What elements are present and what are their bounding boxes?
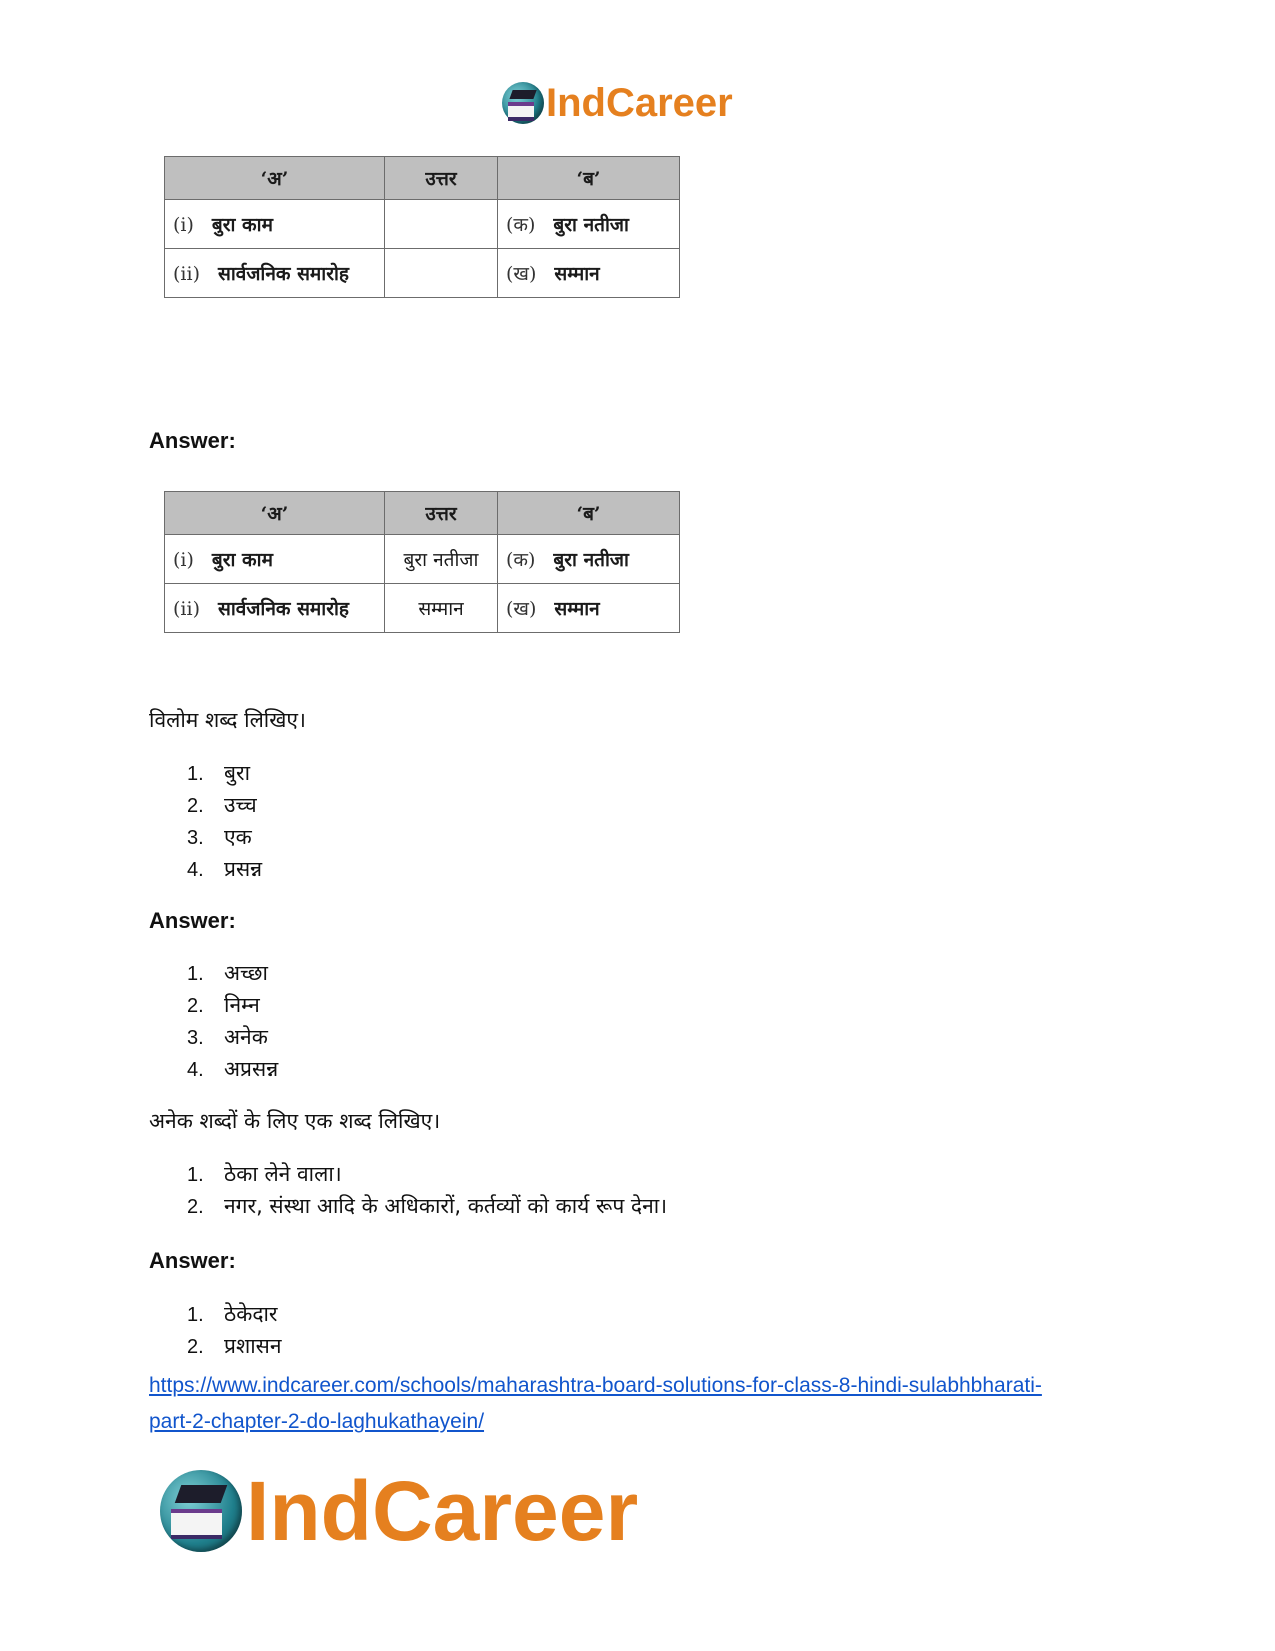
option-number: (ख) — [506, 598, 537, 620]
cell-a: बुरा काम — [211, 549, 273, 571]
cell-answer: बुरा नतीजा — [385, 535, 498, 584]
row-number: (ii) — [173, 263, 200, 285]
list-item: 3. एक — [187, 825, 252, 849]
one-word-answer-list — [187, 1299, 282, 1363]
logo-text: IndCareer — [246, 1463, 639, 1558]
cell-b: सम्मान — [554, 263, 600, 285]
column-header-a: ‘अ’ — [165, 492, 385, 535]
table-row — [165, 249, 680, 298]
list-item: 2. उच्च — [187, 793, 257, 817]
cell-b: बुरा नतीजा — [553, 549, 629, 571]
indcareer-logo-bottom — [160, 1463, 639, 1558]
row-number: (i) — [173, 549, 194, 571]
column-header-answer: उत्तर — [385, 492, 498, 535]
source-link-line-2[interactable]: part-2-chapter-2-do-laghukathayein/ — [149, 1410, 485, 1433]
cell-a: सार्वजनिक समारोह — [217, 263, 349, 285]
cell-answer — [385, 200, 498, 249]
matching-table-question — [164, 156, 680, 298]
column-header-b: ‘ब’ — [498, 157, 680, 200]
answer-label: Answer: — [149, 428, 236, 453]
option-number: (क) — [506, 214, 536, 236]
list-item: 2. नगर, संस्था आदि के अधिकारों, कर्तव्यों को कार्य रूप देना। — [187, 1194, 668, 1218]
list-item: 1. ठेका लेने वाला। — [187, 1162, 342, 1186]
list-item: 2. प्रशासन — [187, 1334, 282, 1358]
source-link[interactable] — [149, 1368, 1139, 1440]
answer-label: Answer: — [149, 1248, 236, 1273]
logo-text: IndCareer — [546, 80, 733, 125]
cell-a: सार्वजनिक समारोह — [217, 598, 349, 620]
cell-b: बुरा नतीजा — [553, 214, 629, 236]
graduation-book-icon — [160, 1470, 242, 1552]
question-one-word: अनेक शब्दों के लिए एक शब्द लिखिए। — [149, 1109, 441, 1133]
column-header-a: ‘अ’ — [165, 157, 385, 200]
row-number: (ii) — [173, 598, 200, 620]
table-row — [165, 535, 680, 584]
option-number: (क) — [506, 549, 536, 571]
column-header-b: ‘ब’ — [498, 492, 680, 535]
list-item: 4. अप्रसन्न — [187, 1057, 279, 1081]
column-header-answer: उत्तर — [385, 157, 498, 200]
list-item: 2. निम्न — [187, 993, 260, 1017]
answer-label: Answer: — [149, 908, 236, 933]
antonym-question-list — [187, 758, 262, 886]
cell-b: सम्मान — [554, 598, 600, 620]
indcareer-logo-top — [502, 80, 733, 126]
cell-a: बुरा काम — [211, 214, 273, 236]
list-item: 3. अनेक — [187, 1025, 268, 1049]
antonym-answer-list — [187, 958, 278, 1086]
graduation-book-icon — [502, 82, 544, 124]
row-number: (i) — [173, 214, 194, 236]
matching-table-answer — [164, 491, 680, 633]
list-item: 4. प्रसन्न — [187, 857, 263, 881]
source-link-line-1[interactable]: https://www.indcareer.com/schools/maharashtra-board-solutions-for-class-8-hindi-sulabhbharati- — [149, 1374, 1042, 1397]
one-word-question-list — [187, 1159, 667, 1223]
question-antonyms: विलोम शब्द लिखिए। — [149, 708, 306, 732]
list-item: 1. बुरा — [187, 761, 251, 785]
list-item: 1. ठेकेदार — [187, 1302, 278, 1326]
table-row — [165, 584, 680, 633]
table-row — [165, 200, 680, 249]
cell-answer — [385, 249, 498, 298]
option-number: (ख) — [506, 263, 537, 285]
list-item: 1. अच्छा — [187, 961, 268, 985]
cell-answer: सम्मान — [385, 584, 498, 633]
